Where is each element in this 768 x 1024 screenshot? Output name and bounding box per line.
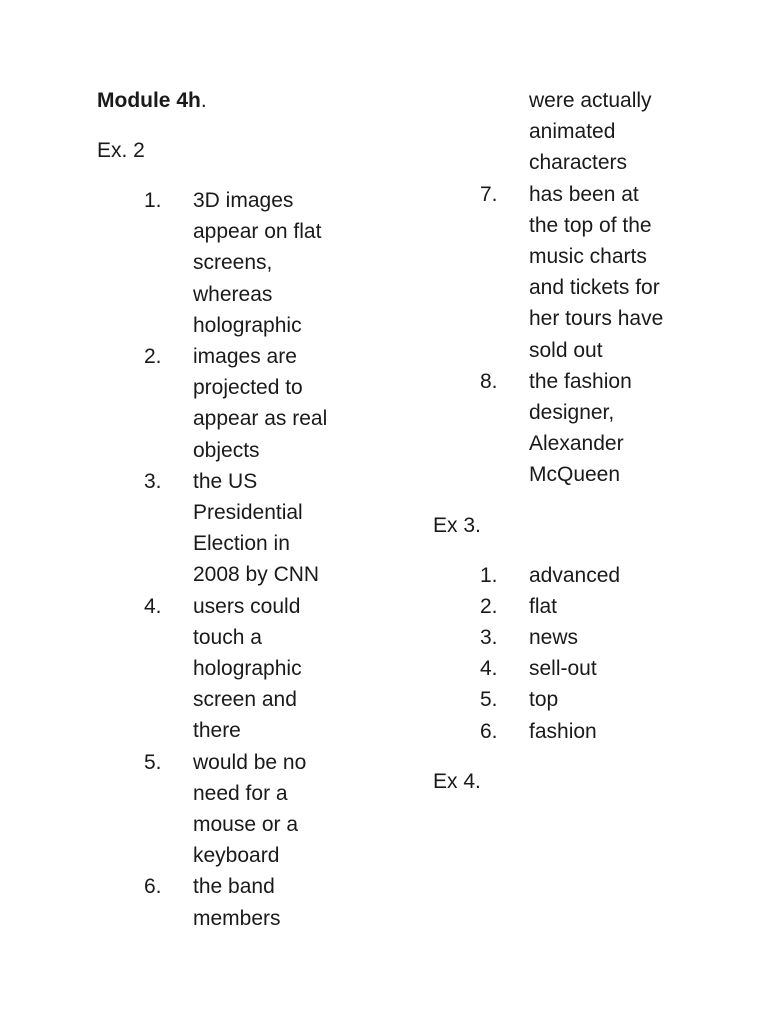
ex3-label: Ex 3.	[433, 513, 481, 537]
item-number: 2.	[144, 345, 162, 369]
item-number: 2.	[480, 594, 498, 618]
item-text: fashion	[529, 719, 597, 743]
item-number: 6.	[144, 875, 162, 899]
list-item	[97, 185, 397, 341]
list-item	[97, 747, 397, 872]
item-text: were actually animated characters	[529, 89, 652, 175]
left-column	[97, 85, 397, 934]
ex3-answer-list	[433, 560, 733, 747]
list-item	[433, 653, 733, 684]
item-text: the band members	[193, 875, 281, 930]
list-item	[433, 560, 733, 591]
list-item	[97, 591, 397, 747]
right-column	[433, 85, 733, 797]
item-number: 3.	[480, 626, 498, 650]
item-text: advanced	[529, 563, 621, 587]
item-number: 1.	[480, 563, 498, 587]
module-title-suffix: .	[200, 89, 207, 112]
list-item	[433, 366, 733, 491]
item-text: top	[529, 688, 559, 712]
item-number: 4.	[144, 594, 162, 618]
item-text: the US Presidential Election in 2008 by CNN	[193, 469, 320, 587]
module-title-bold: Module 4h	[97, 89, 201, 112]
list-item	[433, 684, 733, 715]
item-text: flat	[529, 594, 558, 618]
item-number: 1.	[144, 189, 162, 212]
list-item	[433, 591, 733, 622]
list-item	[97, 466, 397, 591]
list-item	[97, 341, 397, 466]
item-text: images are projected to appear as real objects	[193, 345, 328, 462]
item-text: would be no need for a mouse or a keyboard	[193, 750, 307, 868]
item-number: 5.	[144, 750, 162, 774]
ex2-answer-list-continued	[433, 179, 733, 491]
list-item	[433, 179, 733, 366]
item-text: 3D images appear on flat screens, whereas holographic	[193, 189, 322, 337]
ex2-label: Ex. 2	[97, 139, 145, 162]
list-item	[433, 622, 733, 653]
item-number: 7.	[480, 182, 498, 206]
item-text: the fashion designer, Alexander McQueen	[529, 369, 632, 487]
ex4-label: Ex 4.	[433, 769, 481, 793]
module-title	[97, 85, 397, 116]
item-number: 5.	[480, 688, 498, 712]
item-text: sell-out	[529, 657, 597, 681]
item-6-continuation	[433, 85, 733, 179]
list-item	[97, 871, 397, 933]
list-item	[433, 716, 733, 747]
item-text: users could touch a holographic screen and there	[193, 594, 302, 743]
item-number: 6.	[480, 719, 498, 743]
item-text: has been at the top of the music charts and tickets for her tours have sold out	[529, 182, 664, 362]
item-number: 3.	[144, 469, 162, 493]
item-text: news	[529, 626, 579, 650]
item-number: 4.	[480, 657, 498, 681]
ex2-answer-list	[97, 185, 397, 934]
item-number: 8.	[480, 369, 498, 393]
